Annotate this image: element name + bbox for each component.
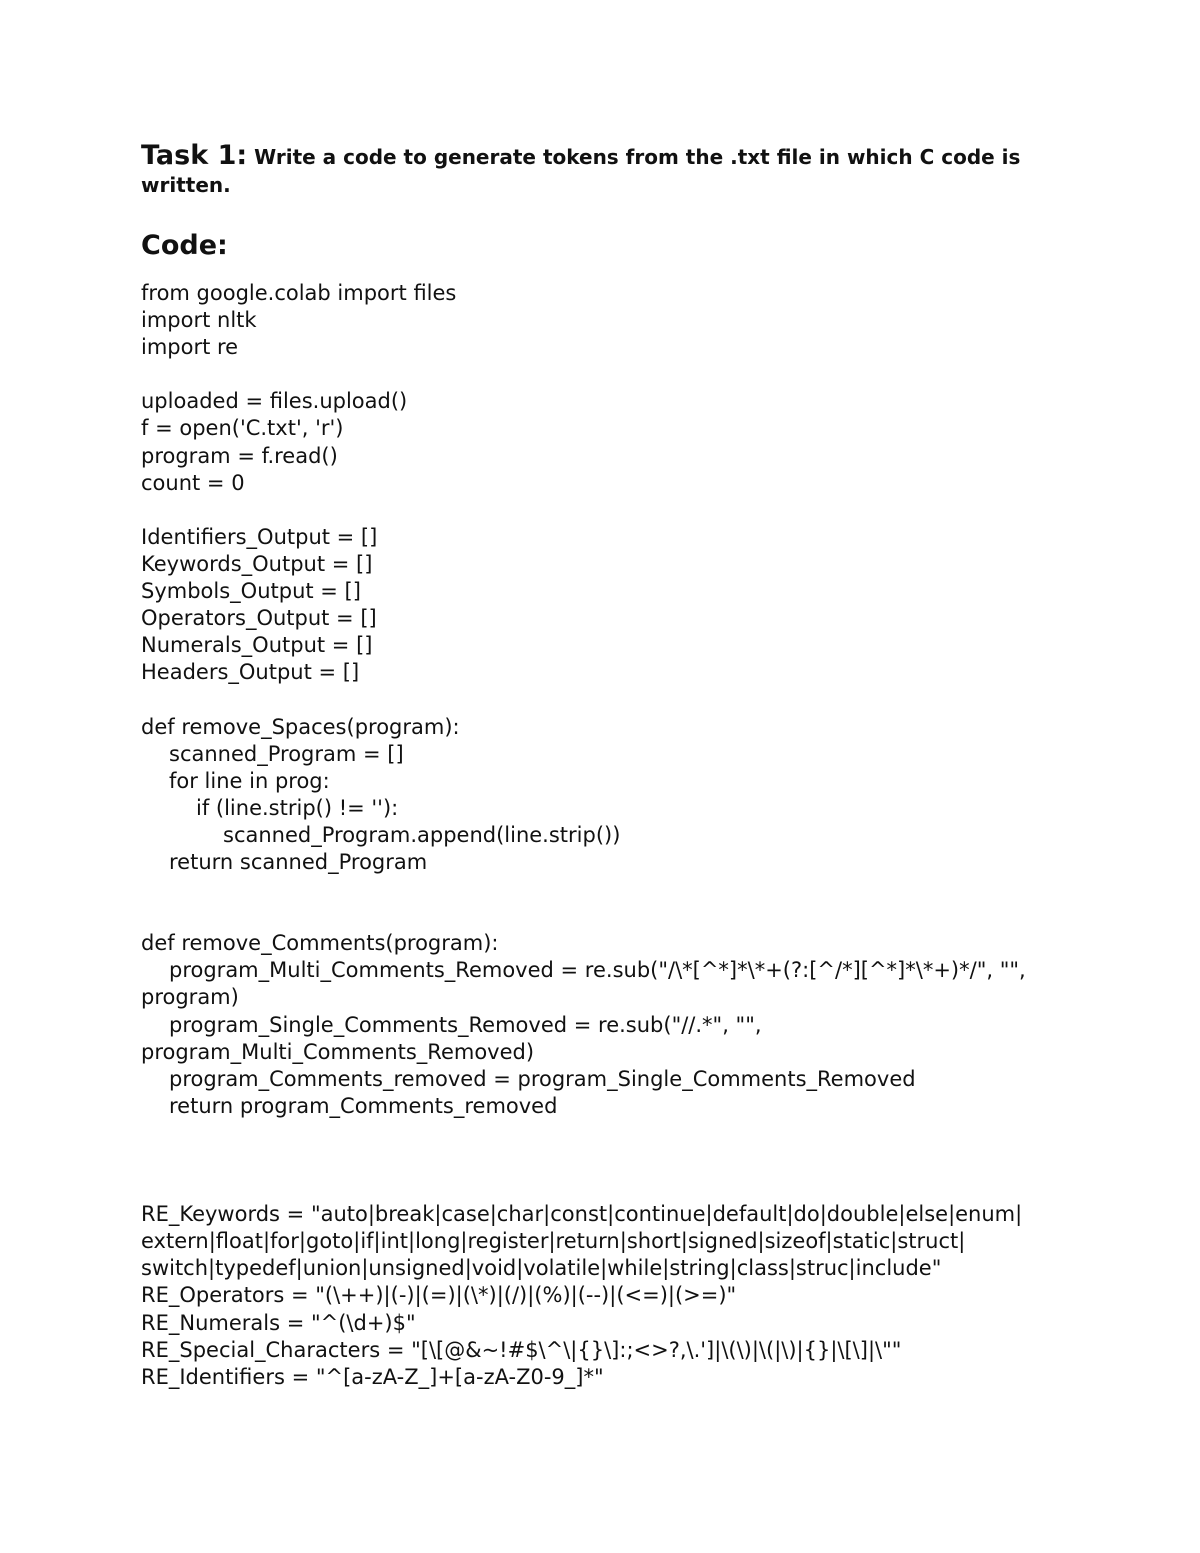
blank-line	[141, 497, 1071, 524]
task-label: Task 1:	[141, 140, 248, 171]
code-line: import re	[141, 335, 239, 360]
code-line: Numerals_Output = []	[141, 633, 373, 658]
code-line: RE_Numerals = "^(\d+)$"	[141, 1310, 416, 1335]
task-statement	[141, 142, 1041, 199]
code-line: program_Comments_removed = program_Single_Comments_Removed	[169, 1066, 916, 1091]
blank-line	[141, 686, 1071, 713]
code-line: RE_Identifiers = "^[a-zA-Z_]+[a-zA-Z0-9_]*"	[141, 1364, 604, 1389]
code-line: program)	[141, 985, 239, 1010]
code-line: uploaded = files.upload()	[141, 389, 408, 414]
blank-line	[141, 1120, 1071, 1147]
blank-line	[141, 1147, 1071, 1174]
task-text: Write a code to generate tokens from the .txt file in which C code is written.	[141, 145, 1021, 197]
code-line: f = open('C.txt', 'r')	[141, 416, 344, 441]
code-line: program_Single_Comments_Removed = re.sub("//.*", "",	[169, 1012, 762, 1037]
code-line: RE_Special_Characters = "[\[@&~!#$\^\|{}\]:;<>?,\.']|\(\)|\(|\)|{}|\[\]|\""	[141, 1337, 902, 1362]
code-line: return program_Comments_removed	[169, 1093, 558, 1118]
code-line: def remove_Spaces(program):	[141, 714, 460, 739]
blank-line	[141, 876, 1071, 903]
blank-line	[141, 361, 1071, 388]
code-line: program_Multi_Comments_Removed = re.sub("/\*[^*]*\*+(?:[^/*][^*]*\*+)*/", "",	[169, 958, 1026, 983]
code-line: Symbols_Output = []	[141, 579, 361, 604]
code-line: Identifiers_Output = []	[141, 524, 378, 549]
code-line: RE_Keywords = "auto|break|case|char|const|continue|default|do|double|else|enum|	[141, 1202, 1023, 1227]
code-line: scanned_Program = []	[169, 741, 404, 766]
code-block	[141, 280, 1071, 1391]
code-line: for line in prog:	[169, 768, 330, 793]
code-heading: Code:	[141, 230, 228, 261]
code-line: extern|float|for|goto|if|int|long|register|return|short|signed|sizeof|static|struct|	[141, 1229, 966, 1254]
code-line: if (line.strip() != ''):	[196, 795, 399, 820]
code-line: Headers_Output = []	[141, 660, 360, 685]
code-line: def remove_Comments(program):	[141, 931, 499, 956]
code-line: RE_Operators = "(\++)|(-)|(=)|(\*)|(/)|(%)|(--)|(<=)|(>=)"	[141, 1283, 737, 1308]
code-line: program = f.read()	[141, 443, 338, 468]
code-line: Keywords_Output = []	[141, 551, 373, 576]
code-line: from google.colab import files	[141, 281, 457, 305]
code-line: scanned_Program.append(line.strip())	[223, 822, 621, 847]
code-line: return scanned_Program	[169, 849, 428, 874]
blank-line	[141, 903, 1071, 930]
code-line: program_Multi_Comments_Removed)	[141, 1039, 535, 1064]
code-line: import nltk	[141, 308, 257, 333]
code-line: Operators_Output = []	[141, 606, 377, 631]
code-line: count = 0	[141, 470, 245, 495]
code-line: switch|typedef|union|unsigned|void|volatile|while|string|class|struc|include"	[141, 1256, 942, 1281]
blank-line	[141, 1174, 1071, 1201]
